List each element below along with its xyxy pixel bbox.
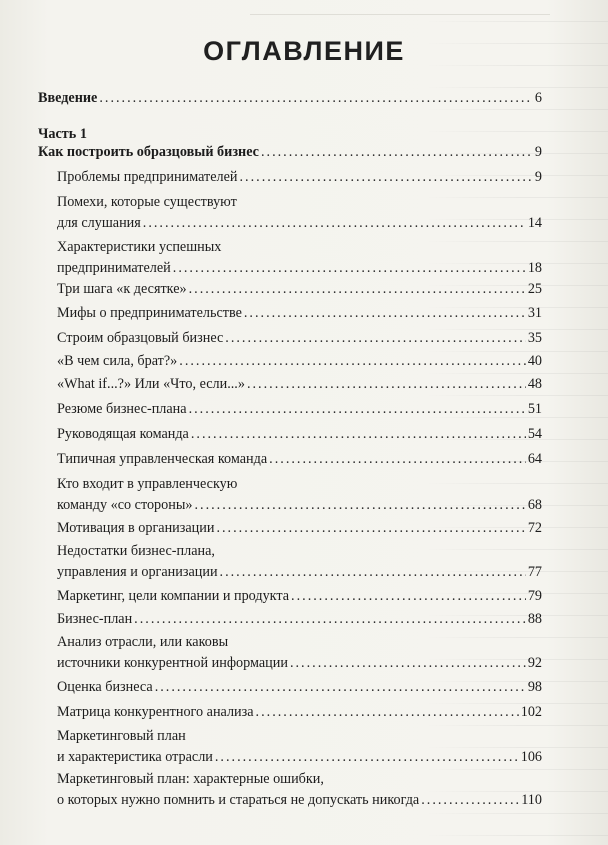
toc-page-number: 51	[527, 401, 542, 417]
toc-entry-text: для слушания	[57, 215, 141, 231]
toc-leader-dots	[189, 399, 526, 420]
toc-leader-dots	[240, 167, 533, 188]
toc-leader-dots	[225, 328, 526, 349]
toc-page-number: 110	[521, 792, 542, 808]
toc-entry-text: Кто входит в управленческую	[57, 476, 238, 492]
toc-leader-dots	[179, 351, 526, 372]
toc-page-number: 48	[527, 376, 542, 392]
toc-entry-text: управления и организации	[57, 564, 218, 580]
toc-entry	[57, 303, 542, 324]
toc-entry	[57, 769, 542, 811]
toc-page-number: 102	[520, 704, 542, 720]
toc-entry	[57, 351, 542, 372]
toc-entry-part1	[38, 142, 542, 163]
toc-page-number: 18	[527, 260, 542, 276]
toc-entry	[57, 374, 542, 395]
toc-entry-text: Недостатки бизнес-плана,	[57, 543, 215, 559]
toc-leader-dots	[134, 609, 526, 630]
toc-entry-text: Проблемы предпринимателей	[57, 169, 238, 185]
toc-entry-text: команду «со стороны»	[57, 497, 193, 513]
toc-page-number: 40	[527, 353, 542, 369]
toc-entry	[57, 167, 542, 188]
toc-page-number: 88	[527, 611, 542, 627]
toc-entry	[57, 192, 542, 234]
toc-page-number: 25	[527, 281, 542, 297]
toc-entry	[57, 279, 542, 300]
toc-entry-text: Матрица конкурентного анализа	[57, 704, 254, 720]
toc-leader-dots	[191, 424, 526, 445]
toc-leader-dots	[155, 677, 526, 698]
toc-entry	[57, 541, 542, 583]
toc-page-number: 106	[520, 749, 542, 765]
toc-entry	[57, 702, 542, 723]
toc-entry-text: Маркетинговый план	[57, 728, 186, 744]
toc-leader-dots	[421, 790, 519, 811]
toc-entry	[57, 632, 542, 674]
toc-entry-text: Помехи, которые существуют	[57, 194, 237, 210]
toc-leader-dots	[269, 449, 526, 470]
toc-entry	[57, 474, 542, 516]
toc-page-number: 64	[527, 451, 542, 467]
toc-leader-dots	[244, 303, 526, 324]
toc-page-number: 6	[534, 90, 542, 106]
toc-leader-dots	[216, 518, 525, 539]
toc-entry	[57, 677, 542, 698]
toc-leader-dots	[291, 586, 526, 607]
toc-entry-text: Анализ отрасли, или каковы	[57, 634, 229, 650]
toc-entry-text: Маркетинговый план: характерные ошибки,	[57, 771, 324, 787]
toc-leader-dots	[290, 653, 526, 674]
toc-entry-intro	[38, 88, 542, 109]
toc-entry-text: Введение	[38, 90, 98, 106]
toc-leader-dots	[194, 495, 525, 516]
toc-page-number: 31	[527, 305, 542, 321]
toc-page-number: 79	[527, 588, 542, 604]
toc-leader-dots	[189, 279, 526, 300]
toc-page-number: 77	[527, 564, 542, 580]
toc-entry-text: «В чем сила, брат?»	[57, 353, 178, 369]
toc-leader-dots	[173, 258, 526, 279]
toc-entry-text: Бизнес-план	[57, 611, 133, 627]
toc-entry	[57, 237, 542, 279]
toc-entry-text: Руководящая команда	[57, 426, 189, 442]
toc-leader-dots	[247, 374, 526, 395]
toc-page-number: 35	[527, 330, 542, 346]
toc-leader-dots	[256, 702, 519, 723]
toc-entry	[57, 609, 542, 630]
toc-page-number: 9	[534, 169, 542, 185]
toc-leader-dots	[143, 213, 526, 234]
toc-page-number: 9	[534, 144, 542, 160]
toc-title: ОГЛАВЛЕНИЕ	[203, 36, 405, 66]
toc-entry-text: Типичная управленческая команда	[57, 451, 268, 467]
toc-entry-text: Мифы о предпринимательстве	[57, 305, 242, 321]
toc-page-number: 98	[527, 679, 542, 695]
toc-entry-text: Характеристики успешных	[57, 239, 222, 255]
toc-entry-text: о которых нужно помнить и стараться не допускать никогда	[57, 792, 420, 808]
toc-page-number: 54	[527, 426, 542, 442]
toc-entry-text: Строим образцовый бизнес	[57, 330, 224, 346]
toc-page-number: 68	[527, 497, 542, 513]
toc-leader-dots	[215, 747, 519, 768]
toc-entry	[57, 586, 542, 607]
toc-entry-text: Три шага «к десятке»	[57, 281, 187, 297]
toc-leader-dots	[99, 88, 533, 109]
toc-entry	[57, 449, 542, 470]
toc-entry	[57, 518, 542, 539]
toc-entry-text: источники конкурентной информации	[57, 655, 288, 671]
toc-entry-text: предпринимателей	[57, 260, 171, 276]
toc-entry-text: Резюме бизнес-плана	[57, 401, 187, 417]
toc-entry-text: «What if...?» Или «Что, если...»	[57, 376, 245, 392]
toc-entry	[57, 328, 542, 349]
toc-entry	[57, 424, 542, 445]
toc-page-number: 72	[527, 520, 542, 536]
toc-entry-text: Как построить образцовый бизнес	[38, 144, 259, 160]
page-top-edge	[250, 0, 550, 15]
toc-entry	[57, 399, 542, 420]
toc-leader-dots	[220, 562, 526, 583]
toc-page-number: 14	[527, 215, 542, 231]
toc-entry-text: Мотивация в организации	[57, 520, 215, 536]
part-label: Часть 1	[38, 126, 87, 142]
toc-entry-text: Маркетинг, цели компании и продукта	[57, 588, 290, 604]
toc-page-number: 92	[527, 655, 542, 671]
toc-entry-text: и характеристика отрасли	[57, 749, 213, 765]
toc-leader-dots	[261, 142, 533, 163]
toc-entry-text: Оценка бизнеса	[57, 679, 153, 695]
toc-entry	[57, 726, 542, 768]
